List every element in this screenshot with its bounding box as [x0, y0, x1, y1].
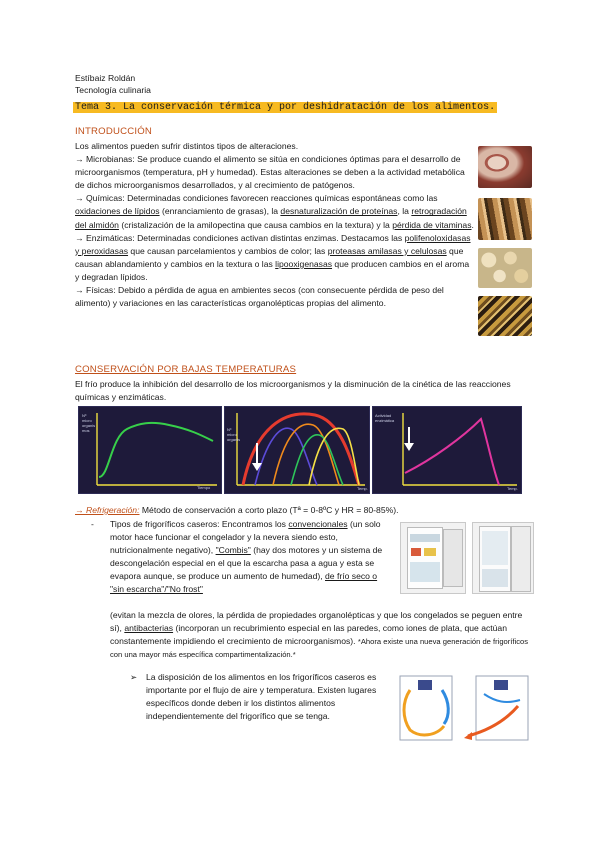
intro-body: [75, 140, 475, 310]
airflow-out-arrowhead: [464, 732, 472, 740]
fisicas-label: → Físicas:: [75, 285, 116, 296]
airflow-diagram-right: [462, 672, 532, 744]
curve-red: [243, 414, 359, 485]
curve-yellow: [309, 428, 359, 485]
term-sin-escarcha: de frío seco o "sin escarcha"/"No frost": [110, 571, 378, 595]
quimicas-label: → Químicas:: [75, 193, 125, 204]
fridge-shelf: [410, 534, 440, 542]
combi-fridge-part: [482, 531, 508, 565]
doc-title: [73, 96, 497, 115]
quimicas-text-2: (enranciamiento de grasas), la: [161, 206, 279, 217]
term-polifenoloxidasas: polifenoloxidasas y peroxidasas: [75, 232, 471, 256]
intro-fisicas: [75, 284, 475, 310]
airflow-left-svg: [396, 672, 456, 744]
curve-violet: [255, 428, 317, 485]
enzimaticas-text-1: Determinadas condiciones activan distintas enzimas. Destacamos las: [137, 232, 403, 243]
fridge-disposition-text: La disposición de los alimentos en los frigoríficos caseros es importante por el flujo de aire y temperatura. Existen lugares específicos donde deben ir los distintos alimentos independientemente del frigorífico que se tenga.: [146, 672, 377, 722]
quimicas-text-1: Determinadas condiciones favorecen reacciones químicas espontáneas como las: [127, 193, 438, 204]
fridge-types-t3: (hay dos motores y un sistema de descongelación especial en el que la escarcha pasa a agua y esta se evapora aunque, se produce un aumento de humedad),: [110, 545, 383, 582]
term-oxidaciones: oxidaciones de lípidos: [75, 206, 160, 217]
growth-curve-graph: [78, 406, 222, 494]
fridge-food-yellow: [424, 548, 436, 556]
intro-heading: INTRODUCCIÓN: [75, 126, 153, 137]
fisicas-text: Debido a pérdida de agua en ambientes secos (con consecuente pérdida de peso del alimento) y variaciones en las características organolépticas propias del alimento.: [75, 285, 444, 309]
physical-food-photo: [478, 296, 532, 336]
term-proteasas: proteasas amilasas y celulosas: [327, 245, 447, 256]
growth-curve-line: [99, 423, 213, 477]
temperature-curves-graph: [224, 406, 370, 494]
airflow-right-svg: [462, 672, 532, 744]
intro-microbianas: [75, 153, 475, 192]
quimicas-text-3: , la: [397, 206, 409, 217]
author-name: Estíbaiz Roldán: [75, 73, 136, 83]
subject-name: Tecnología culinaria: [75, 85, 151, 95]
graph1-ylabel: Nº micro organis mos: [82, 413, 96, 433]
cold-heading: CONSERVACIÓN POR BAJAS TEMPERATURAS: [75, 364, 297, 375]
fan-unit-right: [494, 680, 508, 690]
graph3-arrow-head: [404, 443, 414, 451]
term-perdida-vitaminas: pérdida de vitaminas: [392, 219, 472, 230]
term-retrogradacion: retrogradación del almidón: [75, 206, 467, 230]
enzimaticas-text-3: que causan ablandamiento y cambios en la textura o las: [75, 245, 464, 269]
combi-door: [511, 526, 531, 592]
cold-intro: El frío produce la inhibición del desarrollo de los microorganismos y la disminución de la cinética de las reacciones químicas y enzimáticas.: [75, 379, 511, 403]
microbianas-label: → Microbianas:: [75, 154, 135, 165]
growth-curve-svg: [79, 407, 221, 493]
fridge-types-text-bottom: [110, 609, 530, 661]
doc-title-text: Tema 3. La conservación térmica y por deshidratación de los alimentos.: [75, 102, 496, 113]
fridge-types-t4: (evitan la mezcla de olores, la pérdida de propiedades organolépticas y que los congelados se peguen entre sí),: [110, 610, 523, 634]
enzyme-activity-graph: [372, 406, 522, 494]
fan-unit-left: [418, 680, 432, 690]
combi-freezer-part: [482, 569, 508, 587]
curve-green: [291, 435, 343, 485]
intro-lead: Los alimentos pueden sufrir distintos tipos de alteraciones.: [75, 141, 299, 151]
graph3-xlabel: Temp.: [507, 486, 518, 491]
fridge-types-t1: Tipos de frigoríficos caseros: Encontramos los: [110, 519, 286, 529]
chemical-food-photo: [478, 198, 532, 240]
fridge-door: [443, 529, 463, 587]
intro-enzimaticas: [75, 232, 475, 284]
fridge-types-text-top: [110, 518, 388, 597]
airflow-diagram-left: [396, 672, 456, 744]
refrigeracion-text: Método de conservación a corto plazo (Tª = 0-8ºC y HR = 80-85%).: [141, 505, 399, 515]
graph2-ylabel: Nº micro organis: [227, 427, 241, 442]
enzymatic-food-photo: [478, 248, 532, 288]
enzimaticas-label: → Enzimáticas:: [75, 232, 135, 243]
graph2-xlabel: Temp.: [357, 486, 368, 491]
fridge-food-red: [411, 548, 421, 556]
combi-body: [479, 526, 511, 592]
quimicas-text-5: .: [471, 219, 474, 230]
fridge-drawer: [410, 562, 440, 582]
temperature-curves-svg: [225, 407, 369, 493]
arrow-bullet: ➢: [130, 672, 138, 682]
fridge-types-t2: (un solo motor hace funcionar el congelador y la nevera siendo esto, nutricionalmente negativo),: [110, 519, 381, 556]
quimicas-text-4: (cristalización de la amilopectina que causa cambios en la textura) y la: [121, 219, 390, 230]
enzyme-activity-line: [405, 419, 499, 485]
refrigeracion-line: [75, 504, 535, 517]
intro-quimicas: [75, 192, 475, 231]
graph1-xlabel: Tiempo: [197, 485, 211, 490]
microbial-food-photo: [478, 146, 532, 188]
fridge-photo-open: [400, 522, 466, 594]
term-antibacterias: antibacterias: [124, 623, 174, 634]
term-lipooxigenasas: lipooxigenasas: [275, 258, 333, 269]
microbianas-text: Se produce cuando el alimento se sitúa en condiciones óptimas para el desarrollo de microorganismos (temperatura, pH y humedad). Estas alteraciones se deben a la actividad metabólica de dichos microorganismos desarrollados, y al crecimiento de patógenos.: [75, 154, 465, 191]
fridge-types-t5: (incorporan un recubrimiento especial en las paredes, como iones de plata, que actúan constantemente impidiendo el crecimiento de microorganismos).: [110, 623, 507, 647]
graph3-ylabel: Actividad enzimática: [375, 413, 395, 423]
fridge-note: *Ahora existe una nueva generación de frigoríficos con una mayor más específica compartimentalización.*: [110, 637, 529, 660]
refrigeracion-label: → Refrigeración:: [75, 505, 140, 515]
enzimaticas-text-4: que producen cambios en el aroma y degradan lípidos.: [75, 258, 470, 282]
fridge-body: [407, 527, 443, 589]
term-desnaturalizacion: desnaturalización de proteínas: [280, 206, 398, 217]
term-combis: "Combis": [215, 545, 251, 556]
bullet-dash: -: [91, 519, 94, 529]
term-convencionales: convencionales: [288, 519, 348, 529]
fridge-photo-combi: [472, 522, 534, 594]
enzimaticas-text-2: que causan parcelamientos y cambios de color; las: [130, 245, 326, 256]
